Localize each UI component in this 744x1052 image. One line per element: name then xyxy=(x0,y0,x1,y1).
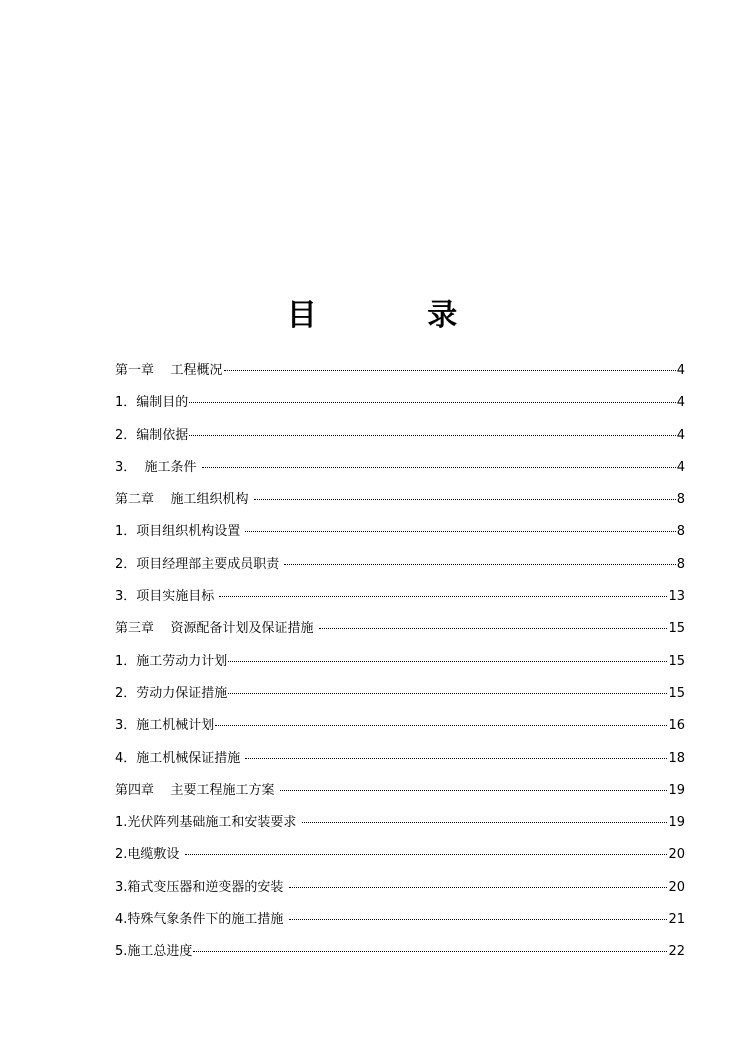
toc-entry-label: 4.特殊气象条件下的施工措施 xyxy=(115,912,288,928)
dot-leader xyxy=(289,919,668,920)
toc-entry[interactable] xyxy=(115,522,685,554)
toc-entry-label: 3．项目实施目标 xyxy=(115,589,219,605)
toc-entry-page-number: 8 xyxy=(676,524,685,540)
dot-leader xyxy=(224,370,676,371)
dot-leader xyxy=(319,628,668,629)
toc-entry-label: 3． 施工条件 xyxy=(115,459,201,475)
dot-leader xyxy=(189,402,675,403)
toc-entry-label: 第一章 工程概况 xyxy=(115,363,223,378)
toc-entry[interactable] xyxy=(115,716,685,748)
toc-entry-label: 第四章 主要工程施工方案 xyxy=(115,782,279,798)
dot-leader xyxy=(215,725,667,726)
toc-entry-page-number: 4 xyxy=(676,395,685,411)
toc-entry[interactable] xyxy=(115,393,685,425)
toc-entry-page-number: 15 xyxy=(668,653,685,669)
dot-leader xyxy=(228,661,667,662)
toc-entry[interactable] xyxy=(115,942,685,974)
toc-entry[interactable] xyxy=(115,910,685,942)
toc-entry[interactable] xyxy=(115,426,685,458)
toc-title: 目 录 xyxy=(286,298,508,333)
toc-entry[interactable] xyxy=(115,684,685,716)
toc-entry[interactable] xyxy=(115,458,685,490)
toc-entry-page-number: 19 xyxy=(668,815,685,831)
toc-entry-page-number: 4 xyxy=(676,427,685,443)
toc-entry-label: 第二章 施工组织机构 xyxy=(115,492,253,508)
toc-entry-page-number: 21 xyxy=(668,912,685,928)
dot-leader xyxy=(289,887,668,888)
toc-entry-page-number: 4 xyxy=(676,363,685,378)
toc-entry-page-number: 8 xyxy=(676,556,685,572)
toc-entry-label: 2．项目经理部主要成员职责 xyxy=(115,556,284,572)
toc-entry-label: 1.光伏阵列基础施工和安装要求 xyxy=(115,815,301,831)
toc-entry-label: 2．编制依据 xyxy=(115,427,189,443)
dot-leader xyxy=(189,435,675,436)
toc-entry[interactable] xyxy=(115,749,685,781)
toc-entry-page-number: 16 xyxy=(668,718,685,734)
toc-entry[interactable] xyxy=(115,878,685,910)
toc-entry[interactable] xyxy=(115,490,685,522)
toc-entry[interactable] xyxy=(115,652,685,684)
toc-entry-label: 第三章 资源配备计划及保证措施 xyxy=(115,621,318,637)
toc-entry[interactable] xyxy=(115,813,685,845)
toc-entry[interactable] xyxy=(115,361,685,393)
toc-entry[interactable] xyxy=(115,781,685,813)
toc-entry-page-number: 20 xyxy=(668,879,685,895)
toc-entry-label: 3.箱式变压器和逆变器的安装 xyxy=(115,879,288,895)
toc-entry-label: 1．编制目的 xyxy=(115,395,189,411)
dot-leader xyxy=(185,854,668,855)
toc-entry-page-number: 15 xyxy=(668,621,685,637)
toc-entry[interactable] xyxy=(115,845,685,877)
dot-leader xyxy=(284,564,675,565)
toc-entry-label: 1．项目组织机构设置 xyxy=(115,524,245,540)
dot-leader xyxy=(193,951,667,952)
toc-entry-page-number: 18 xyxy=(668,750,685,766)
toc-entry-page-number: 22 xyxy=(668,944,685,960)
dot-leader xyxy=(219,596,667,597)
dot-leader xyxy=(280,790,668,791)
toc-entry-page-number: 15 xyxy=(668,685,685,701)
table-of-contents xyxy=(115,361,685,975)
toc-entry[interactable] xyxy=(115,587,685,619)
dot-leader xyxy=(245,531,675,532)
toc-entry-page-number: 13 xyxy=(668,589,685,605)
toc-entry-label: 4．施工机械保证措施 xyxy=(115,750,245,766)
toc-entry-label: 2.电缆敷设 xyxy=(115,847,184,863)
toc-entry-page-number: 19 xyxy=(668,782,685,798)
dot-leader xyxy=(228,693,667,694)
toc-entry-page-number: 20 xyxy=(668,847,685,863)
toc-entry-page-number: 4 xyxy=(676,459,685,475)
toc-entry-label: 2．劳动力保证措施 xyxy=(115,685,228,701)
dot-leader xyxy=(245,758,667,759)
dot-leader xyxy=(302,822,668,823)
dot-leader xyxy=(254,499,676,500)
toc-entry-label: 5.施工总进度 xyxy=(115,944,193,960)
toc-entry-label: 1．施工劳动力计划 xyxy=(115,653,228,669)
toc-entry[interactable] xyxy=(115,555,685,587)
toc-entry-page-number: 8 xyxy=(676,492,685,508)
toc-entry-label: 3．施工机械计划 xyxy=(115,718,215,734)
toc-entry[interactable] xyxy=(115,619,685,651)
dot-leader xyxy=(202,467,676,468)
